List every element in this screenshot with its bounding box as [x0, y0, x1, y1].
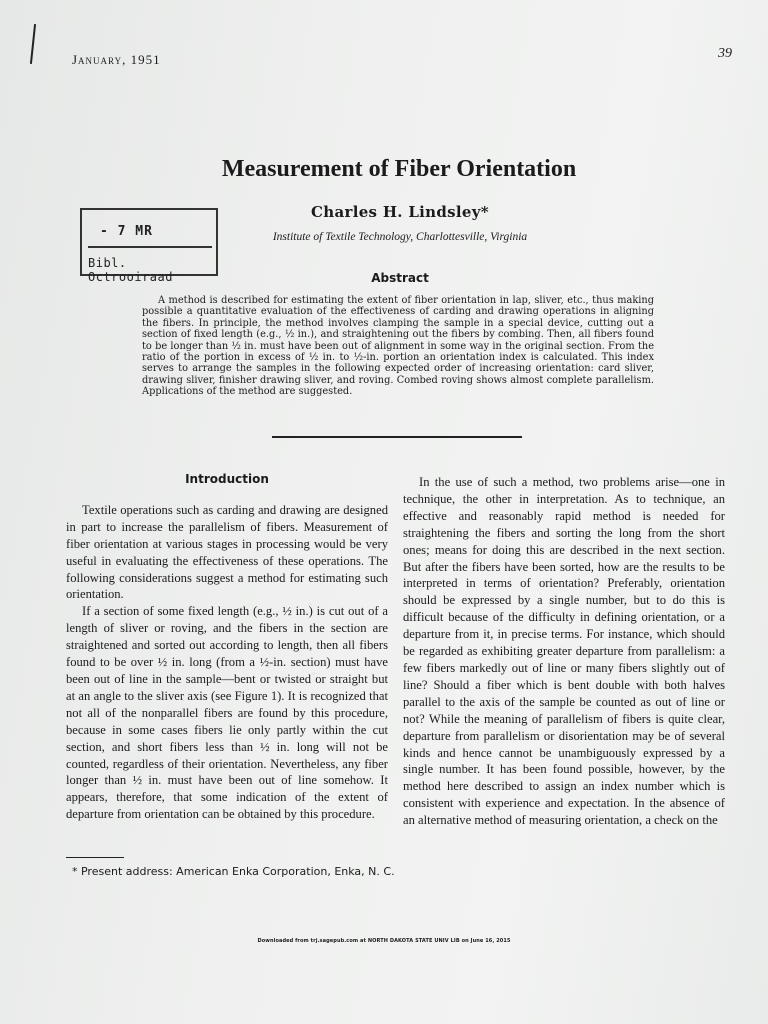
- right-column: [403, 474, 725, 829]
- abstract-heading: Abstract: [371, 271, 429, 285]
- stamp-date: - 7 MR: [100, 224, 153, 239]
- page-number: 39: [718, 46, 732, 61]
- stamp-library: Bibl. Octrooiraad: [88, 256, 173, 284]
- library-stamp: [80, 208, 218, 284]
- section-divider: [272, 436, 522, 438]
- download-notice: Downloaded from trj.sagepub.com at NORTH DAKOTA STATE UNIV LIB on June 16, 2015: [257, 938, 511, 944]
- abstract-text: A method is described for estimating the extent of fiber orientation in lap, sliver, etc., thus making possible a quantitative evaluation of the effectiveness of carding and drawing operations in aligning the fibers. In principle, the method involves clamping the sample in a special device, cutting out a section of fixed length (e.g., ½ in.), and straightening out the fibers by combing. Then, all fibers found to be longer than ½ in. must have been out of alignment in some way in the original section. From the ratio of the portion in excess of ½ in. to ½-in. portion an orientation index is calculated. This index serves to arrange the samples in the following expected order of increasing orientation: card sliver, drawing sliver, finisher drawing sliver, and roving. Combed roving shows almost complete parallelism. Applications of the method are suggested.: [142, 295, 654, 398]
- pen-mark: [30, 24, 36, 64]
- running-head: January, 1951: [72, 52, 161, 67]
- footnote: * Present address: American Enka Corporation, Enka, N. C.: [72, 865, 395, 878]
- article-title: Measurement of Fiber Orientation: [221, 156, 577, 182]
- paragraph: Textile operations such as carding and drawing are designed in part to increase the parallelism of fibers. Measurement of fiber orientation at various stages in processing would be very useful in evaluating the effectiveness of these operations. The following considerations suggest a method for estimating such orientation.: [66, 502, 388, 602]
- section-heading-introduction: Introduction: [185, 472, 269, 486]
- paragraph: If a section of some fixed length (e.g., ½ in.) is cut out of a length of sliver or roving, and the fibers in the section are straightened and sorted out according to length, then all fibers found to be over ½ in. long (from a ½-in. section) must have been out of line in the sample—bent or twisted or straight but at an angle to the sliver axis (see Figure 1). It is recognized that not all of the nonparallel fibers are found by this procedure, because in some cases fibers lie only partly within the cut section, and short fibers less than ½ in. long will not be counted, regardless of their orientation. Nevertheless, any fiber longer than ½ in. must have been out of line somehow. It appears, therefore, that some indication of the extent of departure from orientation can be obtained by this procedure.: [66, 604, 388, 822]
- footnote-divider: [66, 857, 124, 858]
- left-column: [66, 471, 388, 823]
- author-name: Charles H. Lindsley*: [311, 203, 489, 221]
- author-affiliation: Institute of Textile Technology, Charlottesville, Virginia: [272, 231, 528, 243]
- paragraph: In the use of such a method, two problems arise—one in technique, the other in interpretation. As to technique, an effective and reasonably rapid method is needed for straightening the fibers and sorting the long from the short ones; means for doing this are described in the next section. But after the fibers have been sorted, how are the results to be interpreted in terms of orientation? Preferably, orientation should be expressed by a single number, but to do this is difficult because of the difficulty in defining orientation, or a departure from it, in precise terms. For instance, which should be regarded as exhibiting greater departure from parallelism: a few fibers markedly out of line or many fibers slightly out of line? Should a fiber which is bent double with both halves parallel to the axis of the sample be counted as out of line or not? While the meaning of parallelism of fibers is quite clear, departure from parallelism or disorientation may be of several kinds and hence cannot be unambiguously expressed by a single number. It has been found possible, however, by the method here described to assign an index number which is consistent with experience and expectation. In the absence of an alternative method of measuring orientation, a check on the: [403, 475, 725, 828]
